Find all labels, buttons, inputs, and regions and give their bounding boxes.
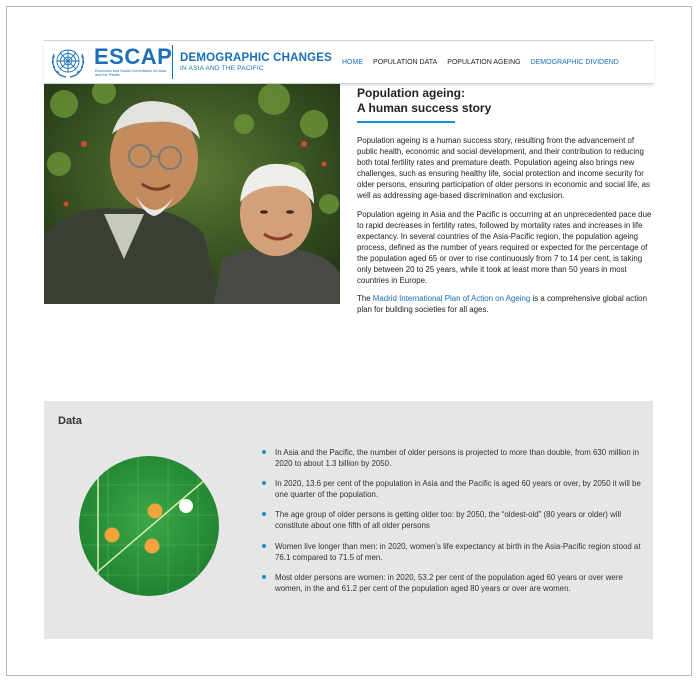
- article-title: [357, 86, 653, 116]
- madrid-plan-link[interactable]: Madrid International Plan of Action on Ageing: [372, 294, 531, 304]
- brand-name[interactable]: ESCAP: [94, 44, 173, 69]
- nav-demographic-dividend[interactable]: DEMOGRAPHIC DIVIDEND: [530, 59, 619, 66]
- data-section-title: Data: [58, 415, 82, 427]
- title-underline: [357, 121, 455, 123]
- brand-subtitle: Economic and Social Commission for Asia and the Pacific: [95, 69, 167, 78]
- site-title[interactable]: DEMOGRAPHIC CHANGES: [180, 52, 333, 64]
- list-item: [262, 447, 642, 469]
- nav-population-data[interactable]: POPULATION DATA: [373, 59, 438, 66]
- paragraph-3-lead: The: [357, 294, 373, 304]
- main-nav: [342, 59, 619, 66]
- un-emblem-icon[interactable]: [48, 44, 88, 80]
- list-item-text: Women live longer than men: in 2020, women’s life expectancy at birth in the Asia-Pacific region stood at 76.1 compared to 71.5 of men.: [275, 541, 641, 562]
- list-item-text: Most older persons are women: in 2020, 53.2 per cent of the population aged 60 years or over were women, in the and 61.2 per cent of the population aged 80 years or over are women.: [275, 572, 623, 593]
- bullet-dot-icon: [262, 481, 266, 485]
- article-paragraph-1: Population ageing is a human success story, resulting from the advancement of public health, economic and social development, and their contribution to reducing both total fertility rates and premature death. Population ageing also brings new challenges, such as ensuring healthy life, social protection and income security for older persons, ensuring participation of older persons in economic and social life, as well as addressing age-based discrimination and exclusion.: [357, 136, 650, 201]
- article-title-line1: Population ageing:: [357, 86, 465, 100]
- paragraph-3-tail: is a comprehensive global action plan for building societies for all ages.: [357, 294, 647, 315]
- bullet-dot-icon: [262, 544, 266, 548]
- bullet-dot-icon: [262, 512, 266, 516]
- list-item-text: In Asia and the Pacific, the number of older persons is projected to more than double, from 630 million in 2020 to about 1.3 billion by 2050.: [275, 448, 640, 469]
- scatter-circle-icon: [78, 455, 220, 597]
- data-facts-list: [262, 447, 642, 603]
- list-item: [262, 509, 642, 531]
- list-item: [262, 478, 642, 500]
- elderly-couple-image: [44, 84, 340, 304]
- site-subtitle: IN ASIA AND THE PACIFIC: [180, 65, 264, 72]
- list-item: [262, 572, 642, 594]
- data-panel: [44, 401, 653, 639]
- bullet-dot-icon: [262, 450, 266, 454]
- hero-photo: [44, 84, 340, 304]
- bullet-dot-icon: [262, 575, 266, 579]
- article-title-line2: A human success story: [357, 101, 492, 115]
- article-paragraph-3: [357, 293, 653, 315]
- article-paragraph-2: Population ageing in Asia and the Pacific is occurring at an unprecedented pace due to rapid decreases in fertility rates, followed by mortality rates and increases in life expectancy. In several countries of the Asia-Pacific region, the population ageing process, defined as the number of years required or expected for the percentage of the population aged 65 or over to rise continuously from 7 to 14 per cent, is taking only between 20 to 25 years, while it took at least more than 50 years in most countries in Europe.: [357, 209, 652, 286]
- site-header: [44, 40, 654, 84]
- article: [357, 86, 653, 322]
- nav-home[interactable]: HOME: [342, 59, 363, 66]
- list-item-text: In 2020, 13.6 per cent of the population in Asia and the Pacific is aged 60 years or over, by 2050 it will be one quarter of the population.: [275, 479, 641, 500]
- list-item: [262, 541, 642, 563]
- nav-population-ageing[interactable]: POPULATION AGEING: [447, 59, 521, 66]
- list-item-text: The age group of older persons is getting older too: by 2050, the “oldest-old” (80 years or older) will constitute about one fifth of all older persons: [275, 510, 622, 531]
- header-divider: [172, 45, 173, 79]
